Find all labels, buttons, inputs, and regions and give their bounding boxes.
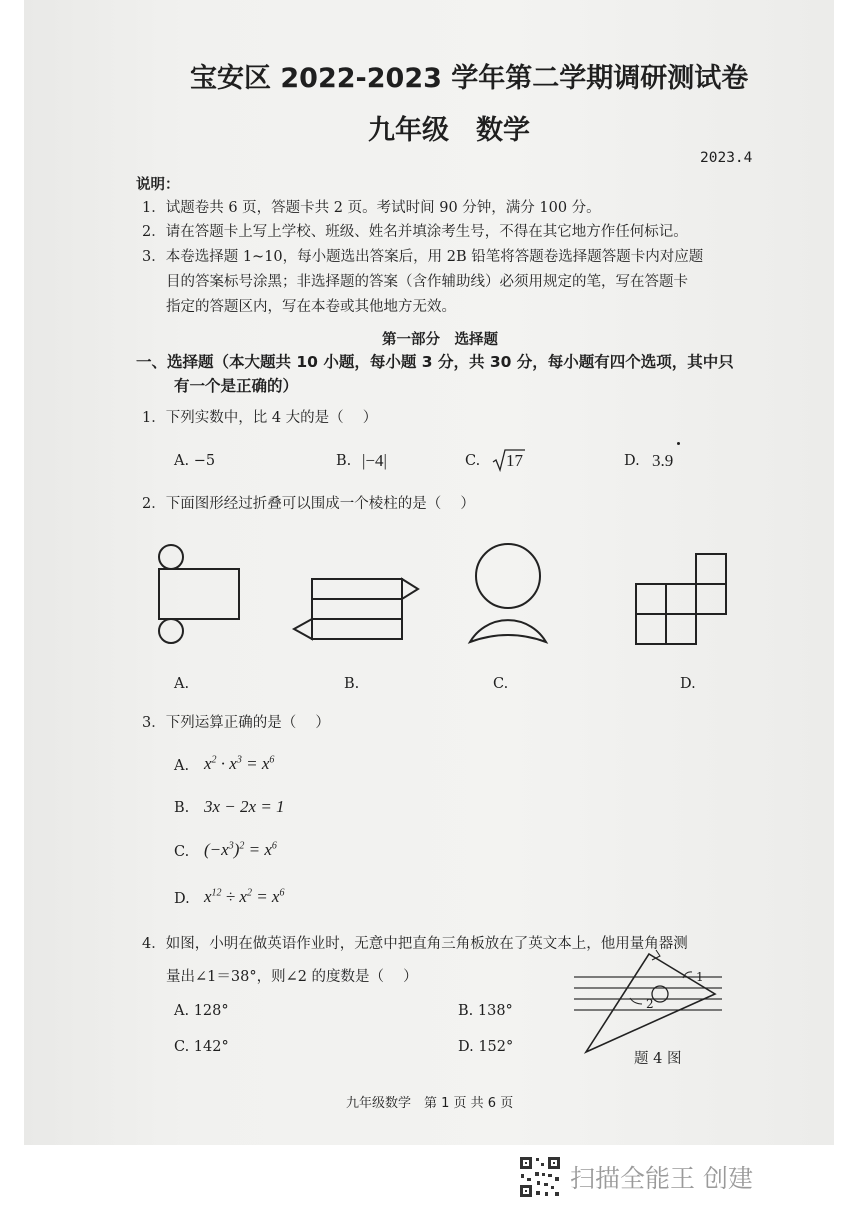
q4-option-d: D. 152° <box>458 1039 514 1055</box>
page-footer: 九年级数学 第 1 页 共 6 页 <box>346 1096 514 1111</box>
scanner-watermark <box>518 1155 778 1199</box>
exam-title: 宝安区 2022-2023 学年第二学期调研测试卷 <box>190 63 749 94</box>
exam-subtitle: 九年级 数学 <box>368 115 530 146</box>
q3-option-b-expr: 3x − 2x = 1 <box>204 797 285 816</box>
net-a-cylinder-figure <box>154 540 244 646</box>
q1-option-c-value: 17 <box>506 451 523 470</box>
watermark-text: 扫描全能王 创建 <box>570 1164 753 1193</box>
instruction-item: 指定的答题区内，写在本卷或其他地方无效。 <box>166 299 456 315</box>
q3-stem: 3．下列运算正确的是（ ） <box>142 715 330 731</box>
q1-option-d-value: 3.9 <box>652 451 674 470</box>
instruction-item: 目的答案标号涂黑；非选择题的答案（含作辅助线）必须用规定的笔，写在答题卡 <box>166 274 688 290</box>
q4-option-b: B. 138° <box>458 1003 513 1019</box>
net-b-prism-figure <box>290 576 420 646</box>
q4-angle1-label: 1 <box>696 970 704 984</box>
q3-option-c-label: C. <box>174 844 190 860</box>
net-d-cube-figure <box>632 552 728 648</box>
q1-option-b-label: B. <box>336 453 352 469</box>
section-heading-line1: 一、选择题（本大题共 10 小题，每小题 3 分，共 30 分，每小题有四个选项，其中只 <box>136 353 734 371</box>
q1-option-d-label: D. <box>624 453 640 469</box>
q3-option-a-expr: $x^2 \cdot x^3 = x^6$ <box>204 754 275 773</box>
q3-option-c-expr: $(-x^3)^2 = x^6$ <box>204 840 277 859</box>
q4-stem-line2: 量出∠1＝38°，则∠2 的度数是（ ） <box>166 969 418 985</box>
part1-title: 第一部分 选择题 <box>382 331 498 348</box>
q2-option-b: B. <box>344 676 360 692</box>
instruction-item: 3．本卷选择题 1~10，每小题选出答案后，用 2B 铅笔将答题卷选择题答题卡内对应题 <box>142 249 704 265</box>
q1-option-c-label: C. <box>465 453 481 469</box>
q4-figure-caption: 题 4 图 <box>634 1051 682 1067</box>
q2-option-c: C. <box>493 676 509 692</box>
q2-stem: 2．下面图形经过折叠可以围成一个棱柱的是（ ） <box>142 496 475 512</box>
q2-option-a: A. <box>174 676 190 692</box>
q4-angle2-label: 2 <box>646 997 654 1011</box>
q4-stem-line1: 4．如图，小明在做英语作业时，无意中把直角三角板放在了英文本上，他用量角器测 <box>142 936 688 952</box>
exam-date: 2023.4 <box>700 150 753 166</box>
section-heading-line2: 有一个是正确的） <box>174 377 299 395</box>
q3-option-b-label: B. <box>174 800 190 816</box>
qr-code-icon <box>518 1155 562 1199</box>
q1-stem: 1．下列实数中，比 4 大的是（ ） <box>142 410 378 426</box>
repeating-decimal-dot-icon <box>677 442 680 445</box>
q1-option-b-value: |−4| <box>362 451 387 470</box>
instructions-heading: 说明： <box>136 176 180 193</box>
instruction-item: 2．请在答题卡上写上学校、班级、姓名并填涂考生号，不得在其它地方作任何标记。 <box>142 224 688 240</box>
exam-paper <box>24 0 834 1145</box>
q3-option-d-label: D. <box>174 891 190 907</box>
net-c-cone-figure <box>462 542 554 646</box>
q4-option-c: C. 142° <box>174 1039 229 1055</box>
instruction-item: 1．试题卷共 6 页，答题卡共 2 页。考试时间 90 分钟，满分 100 分。 <box>142 200 601 216</box>
q1-option-a: A. −5 <box>174 453 216 469</box>
q4-option-a: A. 128° <box>174 1003 229 1019</box>
q3-option-a-label: A. <box>174 758 190 774</box>
q2-option-d: D. <box>680 676 696 692</box>
q3-option-d-expr: $x^{12} \div x^2 = x^6$ <box>204 887 285 906</box>
